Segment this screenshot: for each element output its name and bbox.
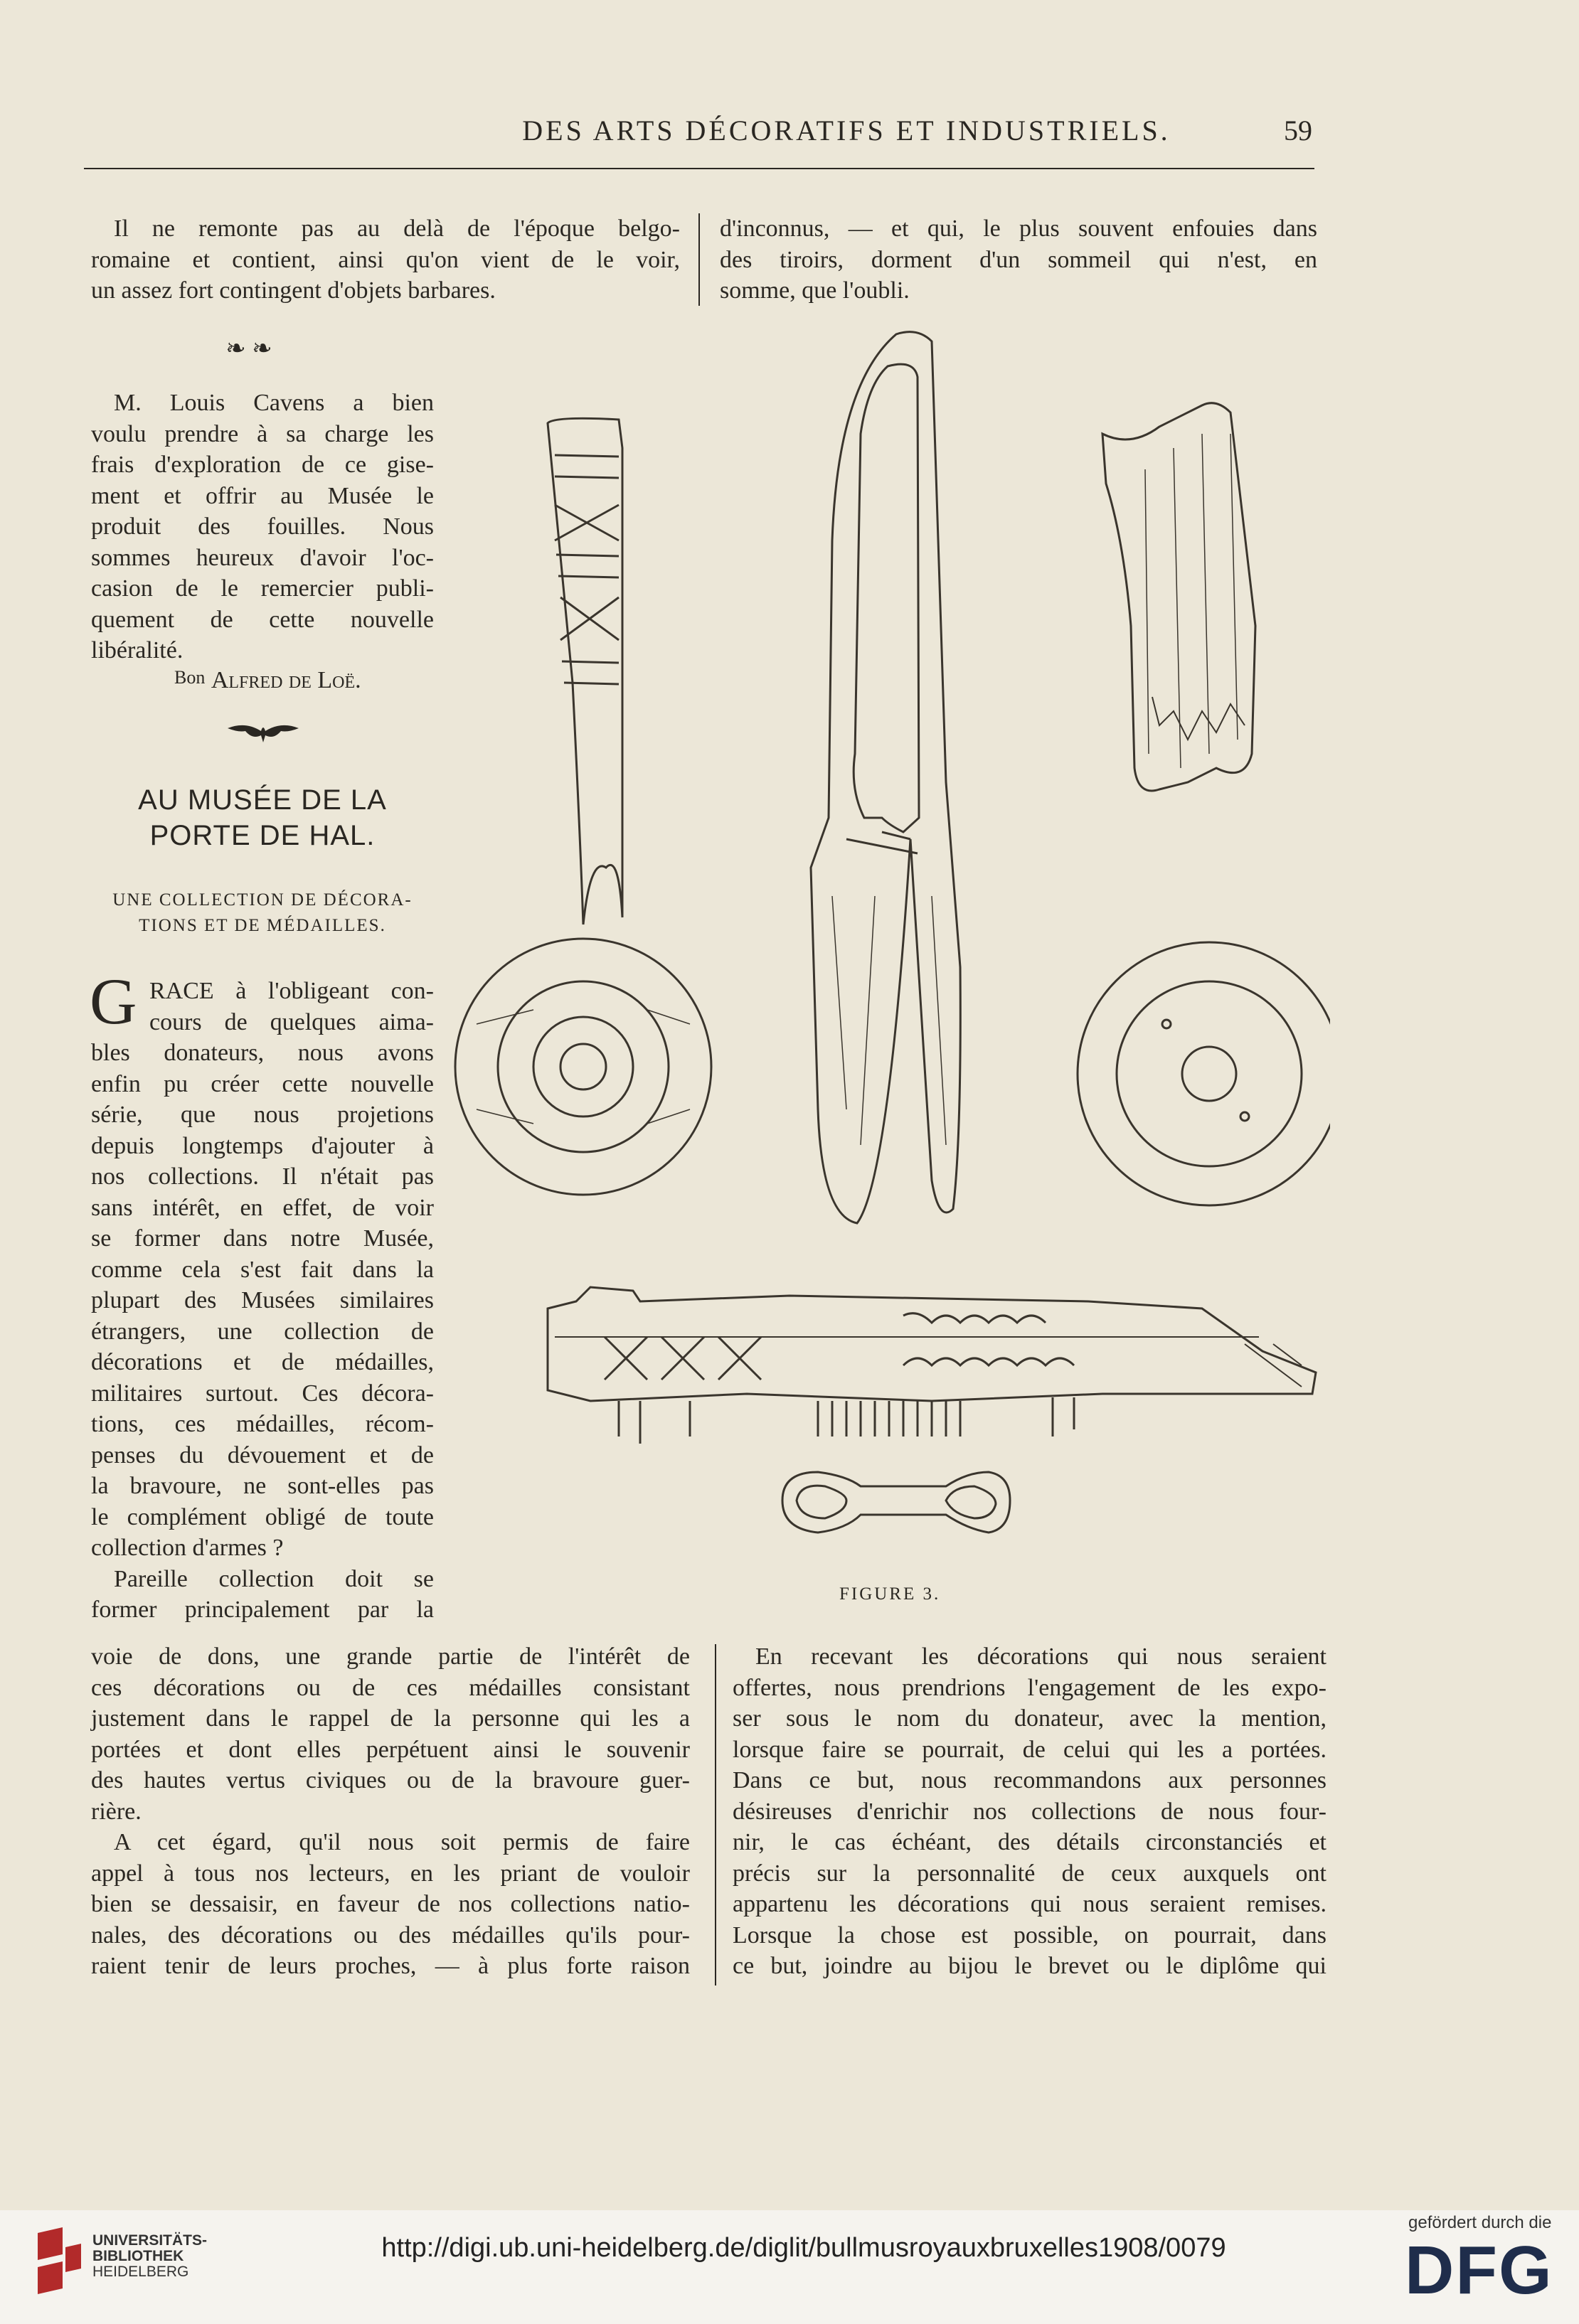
text-line: voie de dons, une grande partie de l'intérêt de <box>91 1643 690 1670</box>
dropcap-lines <box>149 976 434 1038</box>
text-line: désireuses d'enrichir nos collections de nous four- <box>733 1798 1327 1825</box>
text-line: casion de le remercier publi- <box>91 575 434 602</box>
section-subtitle <box>91 888 434 939</box>
text-line: rière. <box>91 1798 142 1825</box>
section-title-line: PORTE DE HAL. <box>149 820 376 851</box>
top-left-column <box>91 213 680 307</box>
text-line: portées et dont elles perpétuent ainsi le souvenir <box>91 1736 690 1763</box>
text-line: sommes heureux d'avoir l'oc- <box>91 544 434 571</box>
text-line: bien se dessaisir, en faveur de nos collections natio- <box>91 1891 690 1917</box>
cavens-paragraph <box>91 388 434 666</box>
text-line: d'inconnus, — et qui, le plus souvent enfouies dans <box>720 215 1317 242</box>
text-line: former principalement par la <box>91 1597 434 1623</box>
text-line: un assez fort contingent d'objets barbares. <box>91 277 496 304</box>
funded-by-label: gefördert durch die <box>1408 2213 1552 2232</box>
text-line: justement dans le rappel de la personne qui les a <box>91 1705 690 1732</box>
text-line: depuis longtemps d'ajouter à <box>91 1132 434 1159</box>
figure-caption: FIGURE 3. <box>839 1584 941 1604</box>
text-line: ces décorations ou de ces médailles consistant <box>91 1674 690 1701</box>
text-line: En recevant les décorations qui nous seraient <box>755 1643 1327 1670</box>
university-library-logo-icon <box>34 2226 84 2304</box>
library-name-line: BIBLIOTHEK <box>92 2248 184 2264</box>
digitization-link[interactable]: http://digi.ub.uni-heidelberg.de/diglit/bullmusroyauxbruxelles1908/0079 <box>381 2233 1226 2263</box>
text-line: somme, que l'oubli. <box>720 277 910 304</box>
section-title-line: AU MUSÉE DE LA <box>138 784 387 816</box>
bone-handle-drawing <box>548 418 622 924</box>
running-head: DES ARTS DÉCORATIFS ET INDUSTRIELS. <box>522 114 1171 146</box>
right-disc-bead-drawing <box>1078 942 1330 1205</box>
text-line: bles donateurs, nous avons <box>91 1040 434 1066</box>
narrow-body <box>91 1038 434 1626</box>
text-line: raient tenir de leurs proches, — à plus forte raison <box>91 1953 690 1979</box>
text-line: nir, le cas échéant, des détails circonstanciés et <box>733 1829 1327 1855</box>
text-line: comme cela s'est fait dans la <box>91 1256 434 1283</box>
text-line: voulu prendre à sa charge les <box>91 420 434 447</box>
text-line: offertes, nous prendrions l'engagement de les expo- <box>733 1674 1327 1701</box>
left-disc-bead-drawing <box>455 939 711 1195</box>
signature-name: Alfred de Loë. <box>211 667 361 693</box>
text-line: militaires surtout. Ces décora- <box>91 1380 434 1407</box>
text-line: enfin pu créer cette nouvelle <box>91 1070 434 1097</box>
footer-bar <box>0 2210 1579 2324</box>
text-line: plupart des Musées similaires <box>91 1287 434 1313</box>
fleuron-ornament: ❧ ❧ <box>225 336 272 362</box>
figure-3-illustration <box>448 327 1330 1579</box>
carved-comb-drawing <box>548 1287 1316 1444</box>
signature-title: Bon <box>174 667 206 688</box>
text-line: se former dans notre Musée, <box>91 1225 434 1252</box>
dfg-logo: DFG <box>1405 2232 1553 2308</box>
text-line: A cet égard, qu'il nous soit permis de faire <box>114 1829 690 1855</box>
text-line: collection d'armes ? <box>91 1535 284 1561</box>
text-line: sans intérêt, en effet, de voir <box>91 1194 434 1221</box>
text-line: Lorsque la chose est possible, on pourrait, dans <box>733 1921 1327 1949</box>
section-subtitle-line: UNE COLLECTION DE DÉCORA- <box>112 890 413 910</box>
text-line: des tiroirs, dorment d'un sommeil qui n'est, en <box>720 246 1317 273</box>
section-title <box>91 782 434 853</box>
text-line: lorsque faire se pourrait, de celui qui les a portées. <box>733 1736 1327 1763</box>
drop-cap: G <box>90 965 137 1038</box>
text-line: précis sur la personnalité de ceux auxquels ont <box>733 1860 1327 1887</box>
text-line: appartenu les décorations qui nous seraient remises. <box>733 1891 1327 1917</box>
library-name <box>92 2233 207 2280</box>
text-line: la bravoure, ne sont-elles pas <box>91 1473 434 1499</box>
text-line: ce but, joindre au bijou le brevet ou le diplôme qui <box>733 1953 1327 1979</box>
text-line: romaine et contient, ainsi qu'on vient de le voir, <box>91 246 680 273</box>
text-line: produit des fouilles. Nous <box>91 513 434 540</box>
bronze-buckle-drawing <box>782 1472 1010 1533</box>
top-right-column <box>720 213 1317 307</box>
text-line: le complément obligé de toute <box>91 1503 434 1530</box>
section-subtitle-line: TIONS ET DE MÉDAILLES. <box>139 916 386 935</box>
text-line: cours de quelques aima- <box>149 1008 434 1035</box>
text-line: Il ne remonte pas au delà de l'époque belgo- <box>114 215 680 242</box>
text-line: RACE à l'obligeant con- <box>149 978 434 1004</box>
library-name-line: HEIDELBERG <box>92 2264 189 2280</box>
text-line: appel à tous nos lecteurs, en les priant de vouloir <box>91 1860 690 1887</box>
text-line: M. Louis Cavens a bien <box>114 390 434 416</box>
text-line: nos collections. Il n'était pas <box>91 1163 434 1190</box>
text-line: étrangers, une collection de <box>91 1318 434 1345</box>
text-line: ser sous le nom du donateur, avec la mention, <box>733 1705 1327 1732</box>
column-rule <box>715 1644 716 1985</box>
text-line: penses du dévouement et de <box>91 1441 434 1469</box>
header-rule <box>84 168 1314 169</box>
text-line: série, que nous projetions <box>91 1102 434 1128</box>
library-name-line: UNIVERSITÄTS- <box>92 2232 208 2249</box>
text-line: Dans ce but, nous recommandons aux personnes <box>733 1767 1327 1793</box>
ornament-divider-icon <box>224 718 302 747</box>
text-line: nales, des décorations ou des médailles qu'ils pour- <box>91 1921 690 1949</box>
text-line: Pareille collection doit se <box>114 1565 434 1592</box>
iron-shears-drawing <box>811 332 960 1223</box>
page-number: 59 <box>1284 114 1312 146</box>
text-line: quement de cette nouvelle <box>91 606 434 633</box>
text-line: libéralité. <box>91 637 184 663</box>
text-line: ment et offrir au Musée le <box>91 482 434 509</box>
signature <box>174 667 361 694</box>
bottom-right-column <box>733 1641 1327 1982</box>
text-line: frais d'exploration de ce gise- <box>91 452 434 478</box>
text-line: des hautes vertus civiques ou de la bravoure guer- <box>91 1767 690 1793</box>
column-rule <box>698 213 700 306</box>
bottom-left-column <box>91 1641 690 1982</box>
text-line: décorations et de médailles, <box>91 1349 434 1375</box>
text-line: tions, ces médailles, récom- <box>91 1411 434 1437</box>
bone-fragment-drawing <box>1102 403 1255 791</box>
